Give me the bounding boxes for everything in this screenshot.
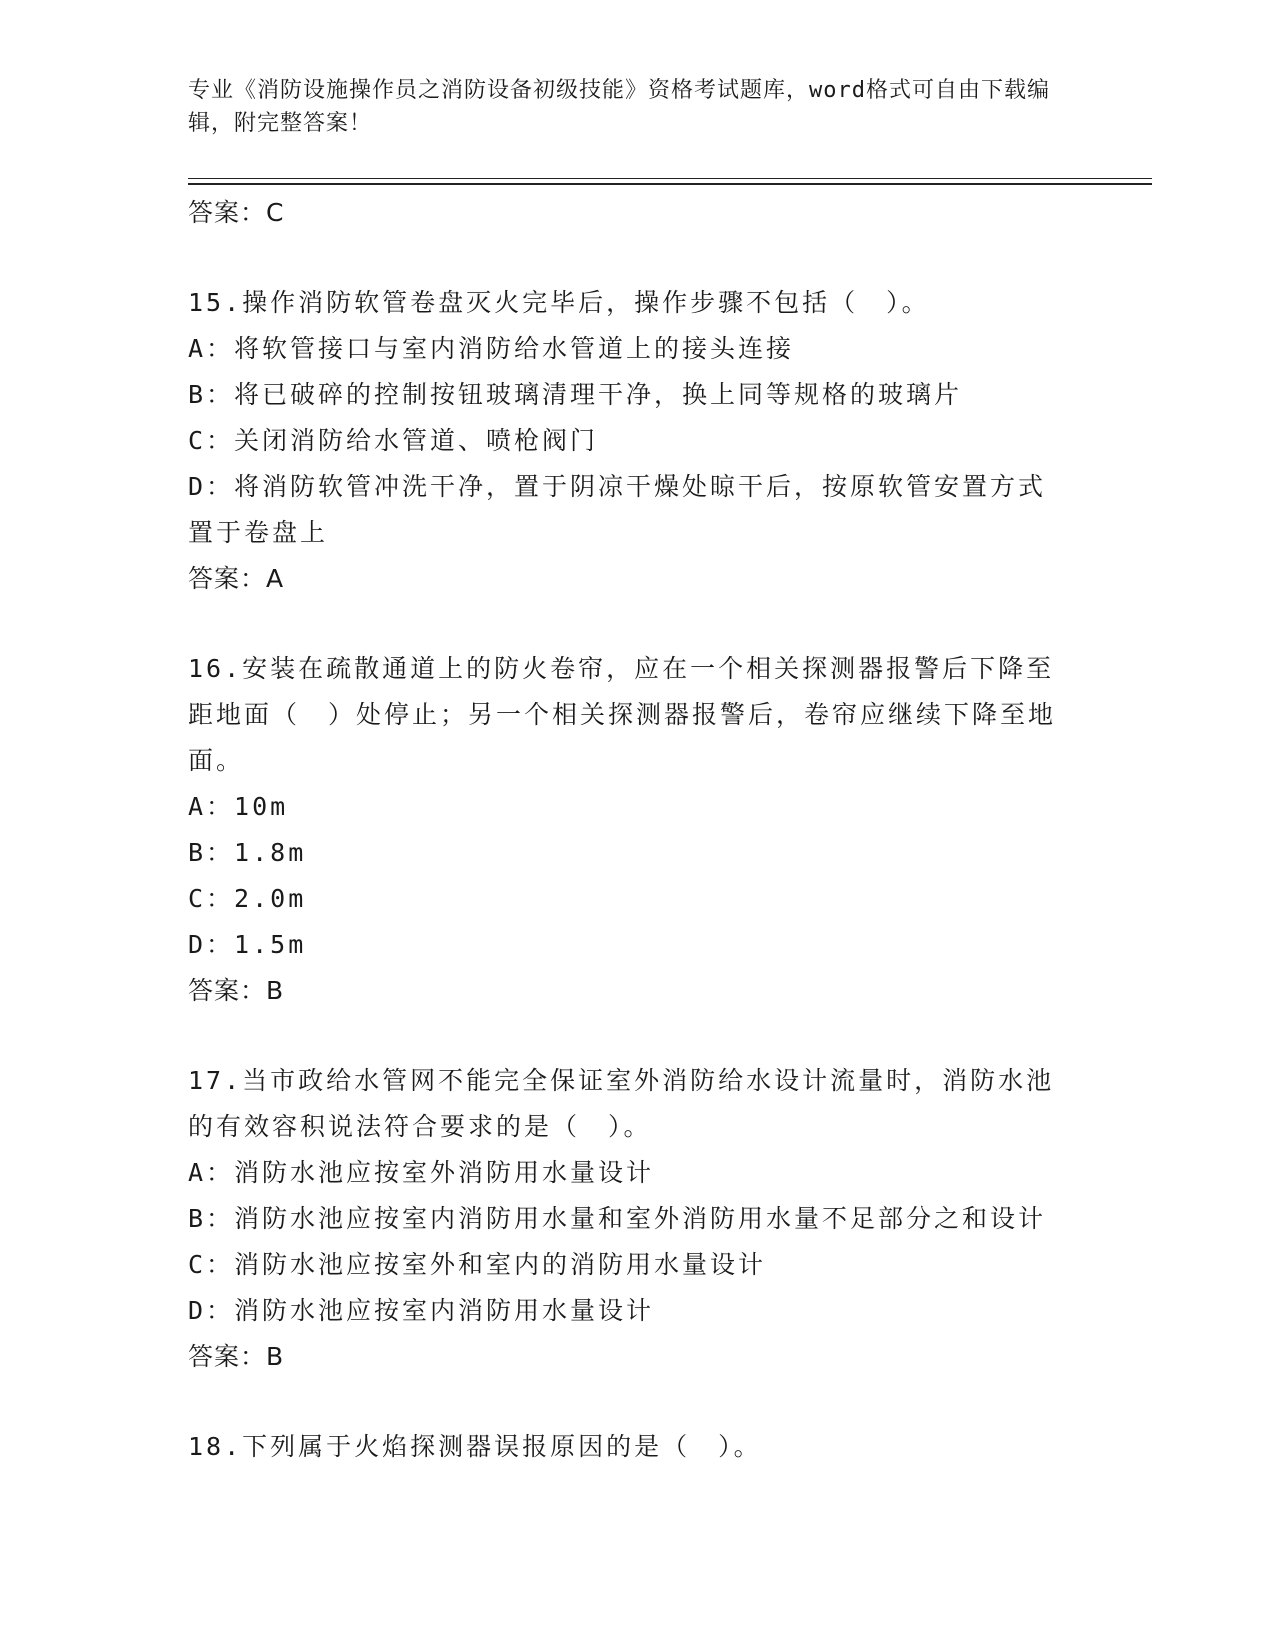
option-b: B：消防水池应按室内消防用水量和室外消防用水量不足部分之和设计 <box>188 1204 1047 1233</box>
option-b: B：将已破碎的控制按钮玻璃清理干净，换上同等规格的玻璃片 <box>188 380 963 409</box>
question-text: 18.下列属于火焰探测器误报原因的是（ ）。 <box>188 1432 762 1461</box>
option-a: A：将软管接口与室内消防给水管道上的接头连接 <box>188 334 795 363</box>
answer-line: 答案：B <box>188 976 285 1005</box>
option-c: C：2.0m <box>188 884 307 913</box>
spacer <box>188 1380 1088 1424</box>
option-a: A：10m <box>188 792 289 821</box>
document-header: 专业《消防设施操作员之消防设备初级技能》资格考试题库，word格式可自由下载编辑，附完整答案！ <box>188 78 1050 136</box>
header-divider-thick <box>188 183 1152 185</box>
option-c: C：关闭消防给水管道、喷枪阀门 <box>188 426 599 455</box>
question-list <box>188 190 1088 1470</box>
option-a: A：消防水池应按室外消防用水量设计 <box>188 1158 655 1187</box>
header-divider-thin <box>188 178 1152 179</box>
question-text: 16.安装在疏散通道上的防火卷帘，应在一个相关探测器报警后下降至距地面（ ）处停止；另一个相关探测器报警后，卷帘应继续下降至地面。 <box>188 654 1057 775</box>
spacer <box>188 236 1088 280</box>
option-d: D：1.5m <box>188 930 307 959</box>
spacer <box>188 602 1088 646</box>
answer-line: 答案：A <box>188 564 285 593</box>
answer-line: 答案：B <box>188 1342 285 1371</box>
question-text: 17.当市政给水管网不能完全保证室外消防给水设计流量时，消防水池的有效容积说法符合要求的是（ ）。 <box>188 1066 1055 1141</box>
option-c: C：消防水池应按室外和室内的消防用水量设计 <box>188 1250 767 1279</box>
question-text: 15.操作消防软管卷盘灭火完毕后，操作步骤不包括（ ）。 <box>188 288 930 317</box>
spacer <box>188 1014 1088 1058</box>
answer-line: 答案：C <box>188 198 285 227</box>
option-d: D：消防水池应按室内消防用水量设计 <box>188 1296 655 1325</box>
option-d: D：将消防软管冲洗干净，置于阴凉干燥处晾干后，按原软管安置方式置于卷盘上 <box>188 472 1047 547</box>
option-b: B：1.8m <box>188 838 307 867</box>
